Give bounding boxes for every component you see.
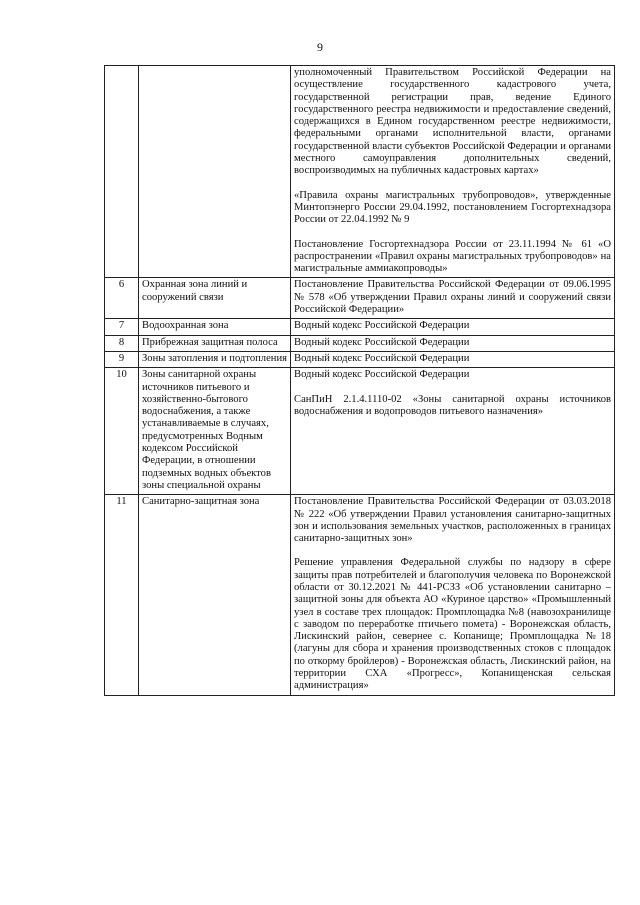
legal-document: Водный кодекс Российской Федерации [294, 352, 470, 364]
zone-name: Водоохранная зона [139, 319, 291, 335]
row-number [105, 66, 139, 278]
legal-document: Водный кодекс Российской Федерации [294, 369, 470, 381]
row-number: 7 [105, 319, 139, 335]
legal-basis [291, 335, 615, 351]
legal-basis [291, 368, 615, 495]
zone-name: Охранная зона линий и сооружений связи [139, 278, 291, 319]
legal-basis [291, 351, 615, 367]
table-row [105, 335, 615, 351]
legal-document: Постановление Правительства Российской Федерации от 09.06.1995 № 578 «Об утверждении Правил охраны линий и сооружений связи Российской Федерации» [294, 279, 611, 316]
legal-basis [291, 66, 615, 278]
legal-document: уполномоченный Правительством Российской Федерации на осуществление государственного кадастрового учета, государственной регистрации прав, ведение Единого государственного реестра недвижимости и предоставление сведений, содержащихся в Едином государственном реестре недвижимости, федеральными органами исполнительной власти, органами государственной власти субъектов Российской Федерации и органами местного самоуправления дополнительных сведений, воспроизводимых на публичных кадастровых картах» [294, 67, 611, 177]
zones-table [104, 65, 615, 696]
page-number: 9 [317, 40, 323, 54]
row-number: 11 [105, 495, 139, 695]
legal-document: Решение управления Федеральной службы по надзору в сфере защиты прав потребителей и благополучия человека по Воронежской области от 30.12.2021 № 441-РСЗЗ «Об установлении санитарно – защитной зоны для объекта АО «Куриное царство» «Промышленный узел в составе трех площадок: Промплощадка №8 (навозохранилище с заводом по переработке птичьего помета) - Воронежская область, Лискинский район, севернее с. Копанище; Промплощадка №18 (лагуны для сбора и хранения производственных стоков с площадок по откорму бройлеров) - Воронежская область, Лискинский район, на территории СХА «Прогресс», Копанищенская сельская администрация» [294, 557, 611, 692]
zone-name [139, 66, 291, 278]
table-row [105, 319, 615, 335]
zone-name: Прибрежная защитная полоса [139, 335, 291, 351]
legal-document: Постановление Правительства Российской Федерации от 03.03.2018 № 222 «Об утверждении Правил установления санитарно-защитных зон и использования земельных участков, расположенных в границах санитарно-защитных зон» [294, 496, 611, 545]
zone-name: Зоны затопления и подтопления [139, 351, 291, 367]
table-row [105, 351, 615, 367]
zone-name: Санитарно-защитная зона [139, 495, 291, 695]
legal-document: Постановление Госгортехнадзора России от 23.11.1994 № 61 «О распространении «Правил охраны магистральных трубопроводов» на магистральные аммиакопроводы» [294, 238, 611, 275]
row-number: 8 [105, 335, 139, 351]
legal-basis [291, 278, 615, 319]
row-number: 6 [105, 278, 139, 319]
table-row [105, 66, 615, 278]
legal-basis [291, 319, 615, 335]
zone-name: Зоны санитарной охраны источников питьевого и хозяйственно-бытового водоснабжения, а также устанавливаемые в случаях, предусмотренных Водным кодексом Российской Федерации, в отношении подземных водных объектов зоны специальной охраны [139, 368, 291, 495]
row-number: 10 [105, 368, 139, 495]
legal-document: Водный кодекс Российской Федерации [294, 320, 470, 332]
table-row [105, 278, 615, 319]
table-row [105, 368, 615, 495]
legal-document: Водный кодекс Российской Федерации [294, 336, 470, 348]
legal-document: «Правила охраны магистральных трубопроводов», утвержденные Минтопэнерго России 29.04.1992, постановлением Госгортехнадзора России от 22.04.1992 № 9 [294, 189, 611, 226]
row-number: 9 [105, 351, 139, 367]
legal-document: СанПиН 2.1.4.1110-02 «Зоны санитарной охраны источников водоснабжения и водопроводов питьевого назначения» [294, 393, 611, 417]
table-row [105, 495, 615, 695]
legal-basis [291, 495, 615, 695]
